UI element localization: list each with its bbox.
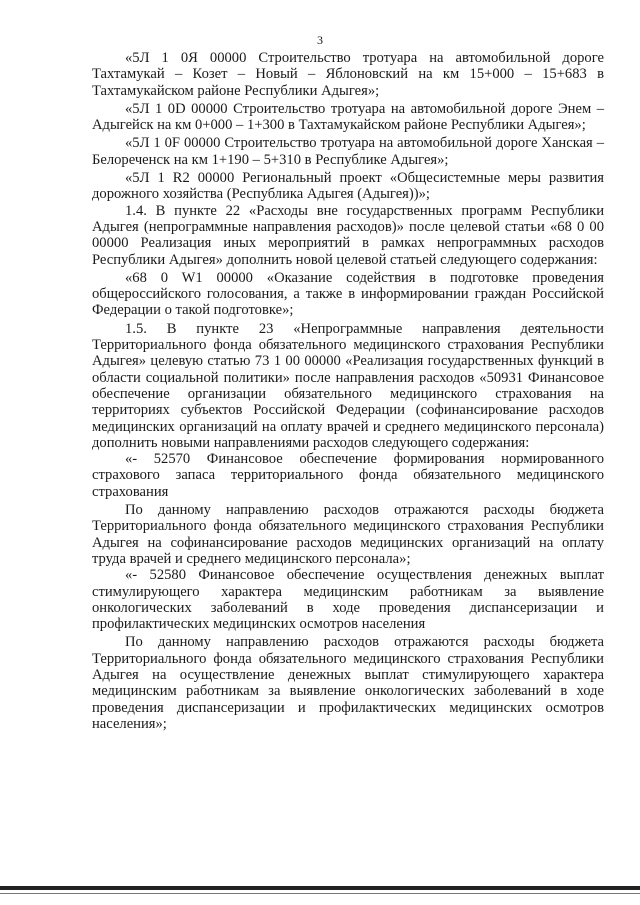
paragraph-52580: «- 52580 Финансовое обеспечение осуществления денежных выплат стимулирующего характера медицинским работникам за выявление онкологических заболеваний в ходе проведения диспансеризации и профилактических медицинских осмотров населения [92, 567, 604, 633]
paragraph-52570-description: По данному направлению расходов отражаются расходы бюджета Территориального фонда обязательного медицинского страхования Республики Адыгея на софинансирование расходов медицинских организаций на оплату труда врачей и среднего медицинского персонала»; [92, 502, 604, 567]
footer-divider-thin [0, 893, 640, 894]
footer-divider [0, 886, 640, 890]
paragraph-5l-1-r2: «5Л 1 R2 00000 Региональный проект «Общесистемные меры развития дорожного хозяйства (Республика Адыгея (Адыгея))»; [92, 170, 604, 203]
paragraph-1-5: 1.5. В пункте 23 «Непрограммные направления деятельности Территориального фонда обязательного медицинского страхования Республики Адыгея» целевую статью 73 1 00 00000 «Реализация государственных функций в области социальной политики» после направления расходов «50931 Финансовое обеспечение организации обязательного медицинского страхования на территориях субъектов Российской Федерации (софинансирование расходов медицинских организаций на оплату врачей и среднего медицинского персонала) дополнить новыми направлениями расходов следующего содержания: [92, 320, 604, 451]
paragraph-1-4: 1.4. В пункте 22 «Расходы вне государственных программ Республики Адыгея (непрограммные направления расходов)» после целевой статьи «68 0 00 00000 Реализация иных мероприятий в рамках непрограммных расходов Республики Адыгея» дополнить новой целевой статьей следующего содержания: [92, 202, 604, 268]
paragraph-5l-1-0ya: «5Л 1 0Я 00000 Строительство тротуара на автомобильной дороге Тахтамукай – Козет – Новый – Яблоновский на км 15+000 – 15+683 в Тахтамукайском районе Республики Адыгея»; [92, 50, 604, 99]
paragraph-68-0-w1: «68 0 W1 00000 «Оказание содействия в подготовке проведения общероссийского голосования, а также в информировании граждан Российской Федерации о такой подготовке»; [92, 269, 604, 319]
paragraph-52570: «- 52570 Финансовое обеспечение формирования нормированного страхового запаса территориального фонда обязательного медицинского страхования [92, 451, 604, 500]
paragraph-5l-1-0f: «5Л 1 0F 00000 Строительство тротуара на автомобильной дороге Ханская – Белореченск на км 1+190 – 5+310 в Республике Адыгея»; [92, 135, 604, 168]
document-body [92, 50, 604, 732]
page-number: 3 [317, 33, 323, 47]
paragraph-52580-description: По данному направлению расходов отражаются расходы бюджета Территориального фонда обязательного медицинского страхования Республики Адыгея на осуществление денежных выплат стимулирующего характера медицинским работникам за выявление онкологических заболеваний в ходе проведения диспансеризации и профилактических медицинских осмотров населения»; [92, 634, 604, 732]
paragraph-5l-1-0d: «5Л 1 0D 00000 Строительство тротуара на автомобильной дороге Энем – Адыгейск на км 0+000 – 1+300 в Тахтамукайском районе Республики Адыгея»; [92, 100, 604, 134]
